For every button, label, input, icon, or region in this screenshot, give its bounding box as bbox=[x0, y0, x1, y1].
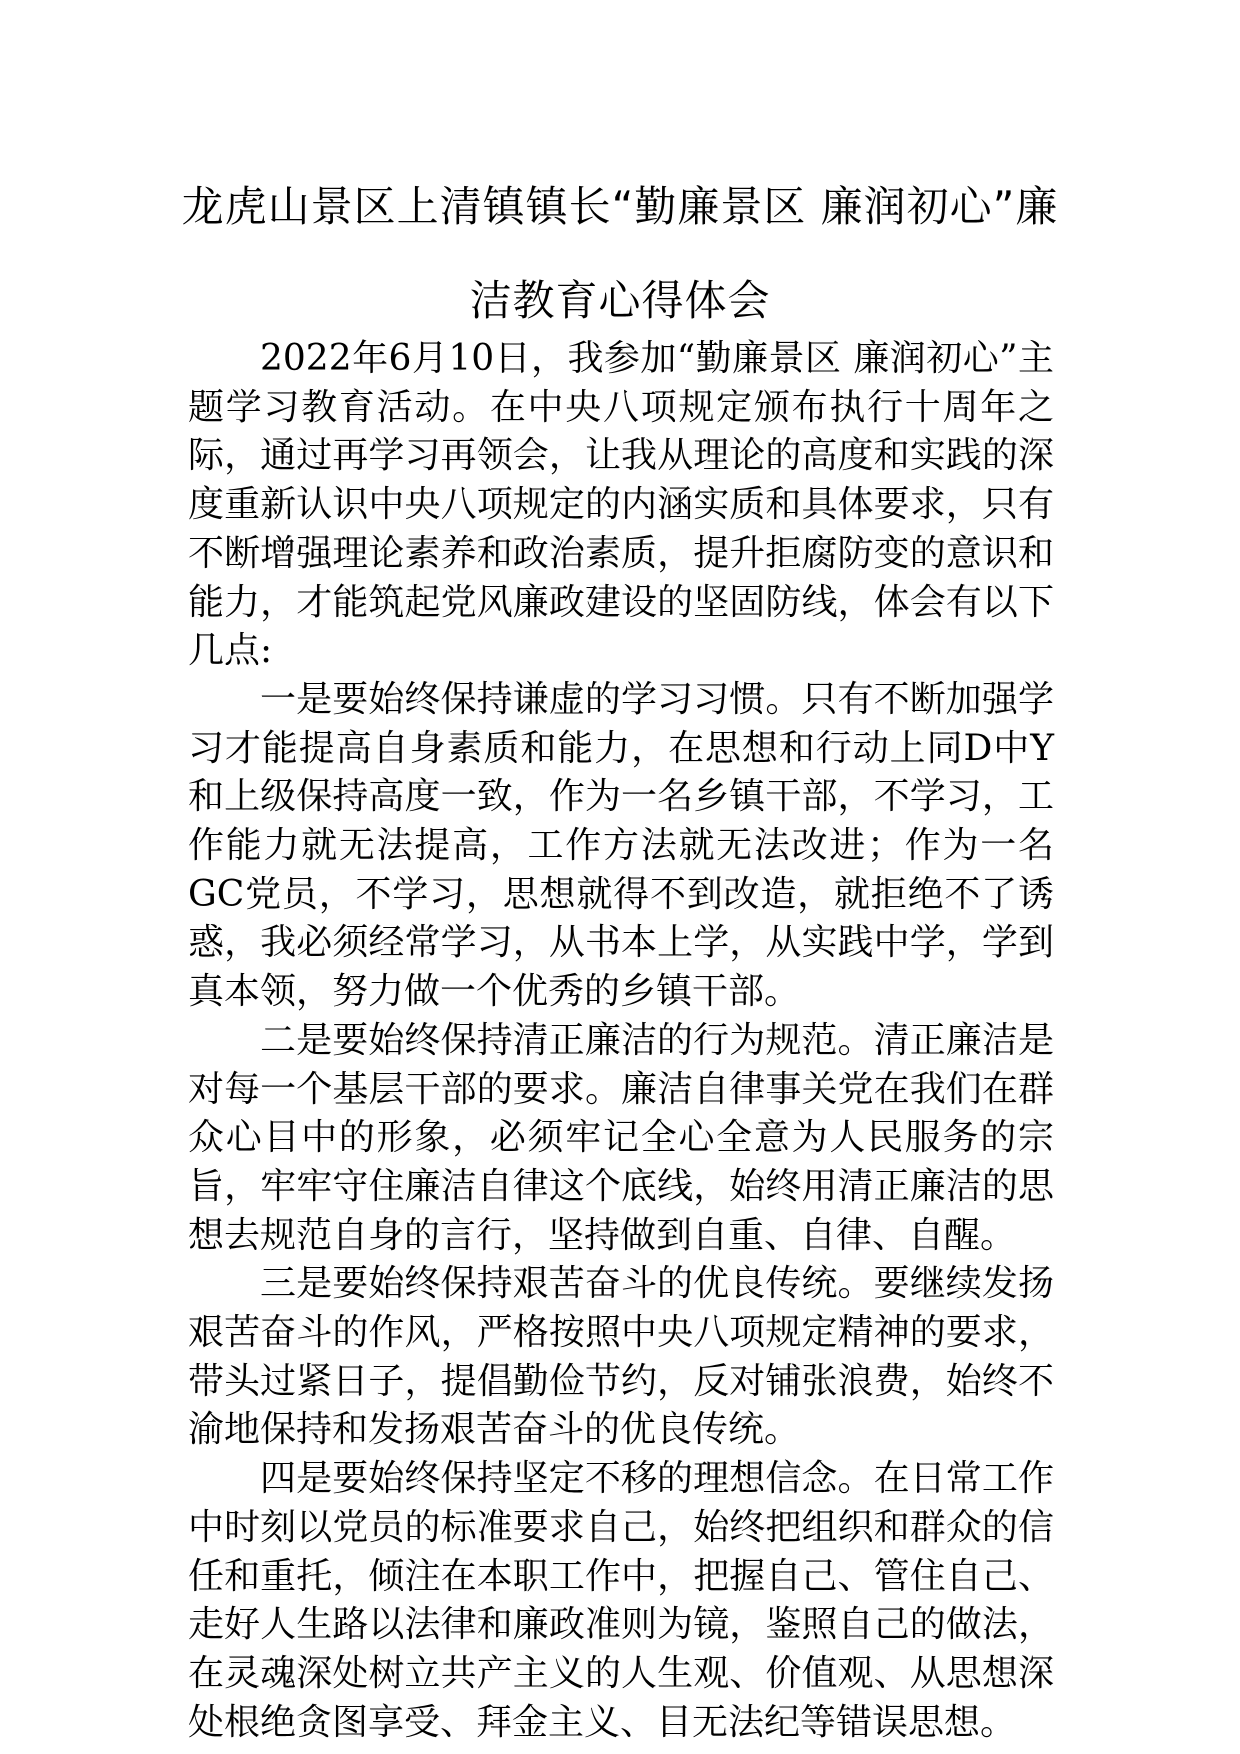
paragraph-intro: 2022年6月10日，我参加“勤廉景区 廉润初心”主题学习教育活动。在中央八项规定颁布执行十周年之际，通过再学习再领会，让我从理论的高度和实践的深度重新认识中央八项规定的内涵实质和具体要求，只有不断增强理论素养和政治素质，提升拒腐防变的意识和能力，才能筑起党风廉政建设的坚固防线，体会有以下几点: bbox=[188, 338, 1054, 672]
paragraph-point-one: 一是要始终保持谦虚的学习习惯。只有不断加强学习才能提高自身素质和能力，在思想和行动上同D中Y和上级保持高度一致，作为一名乡镇干部，不学习，工作能力就无法提高，工作方法就无法改进；作为一名GC党员，不学习，思想就得不到改造，就拒绝不了诱惑，我必须经常学习，从书本上学，从实践中学，学到真本领，努力做一个优秀的乡镇干部。 bbox=[188, 678, 1054, 1013]
paragraph-point-two: 二是要始终保持清正廉洁的行为规范。清正廉洁是对每一个基层干部的要求。廉洁自律事关党在我们在群众心目中的形象，必须牢记全心全意为人民服务的宗旨，牢牢守住廉洁自律这个底线，始终用清正廉洁的思想去规范自身的言行，坚持做到自重、自律、自醒。 bbox=[188, 1019, 1054, 1256]
document-body bbox=[188, 335, 1054, 1747]
paragraph-point-four: 四是要始终保持坚定不移的理想信念。在日常工作中时刻以党员的标准要求自己，始终把组织和群众的信任和重托，倾注在本职工作中，把握自己、管住自己、走好人生路以法律和廉政准则为镜，鉴照自己的做法，在灵魂深处树立共产主义的人生观、价值观、从思想深处根绝贪图享受、拜金主义、目无法纪等错误思想。 bbox=[188, 1458, 1054, 1743]
document-title: 龙虎山景区上清镇镇长“勤廉景区 廉润初心”廉洁教育心得体会 bbox=[181, 182, 1059, 325]
paragraph-point-three: 三是要始终保持艰苦奋斗的优良传统。要继续发扬艰苦奋斗的作风，严格按照中央八项规定精神的要求，带头过紧日子，提倡勤俭节约，反对铺张浪费，始终不渝地保持和发扬艰苦奋斗的优良传统。 bbox=[188, 1263, 1054, 1451]
